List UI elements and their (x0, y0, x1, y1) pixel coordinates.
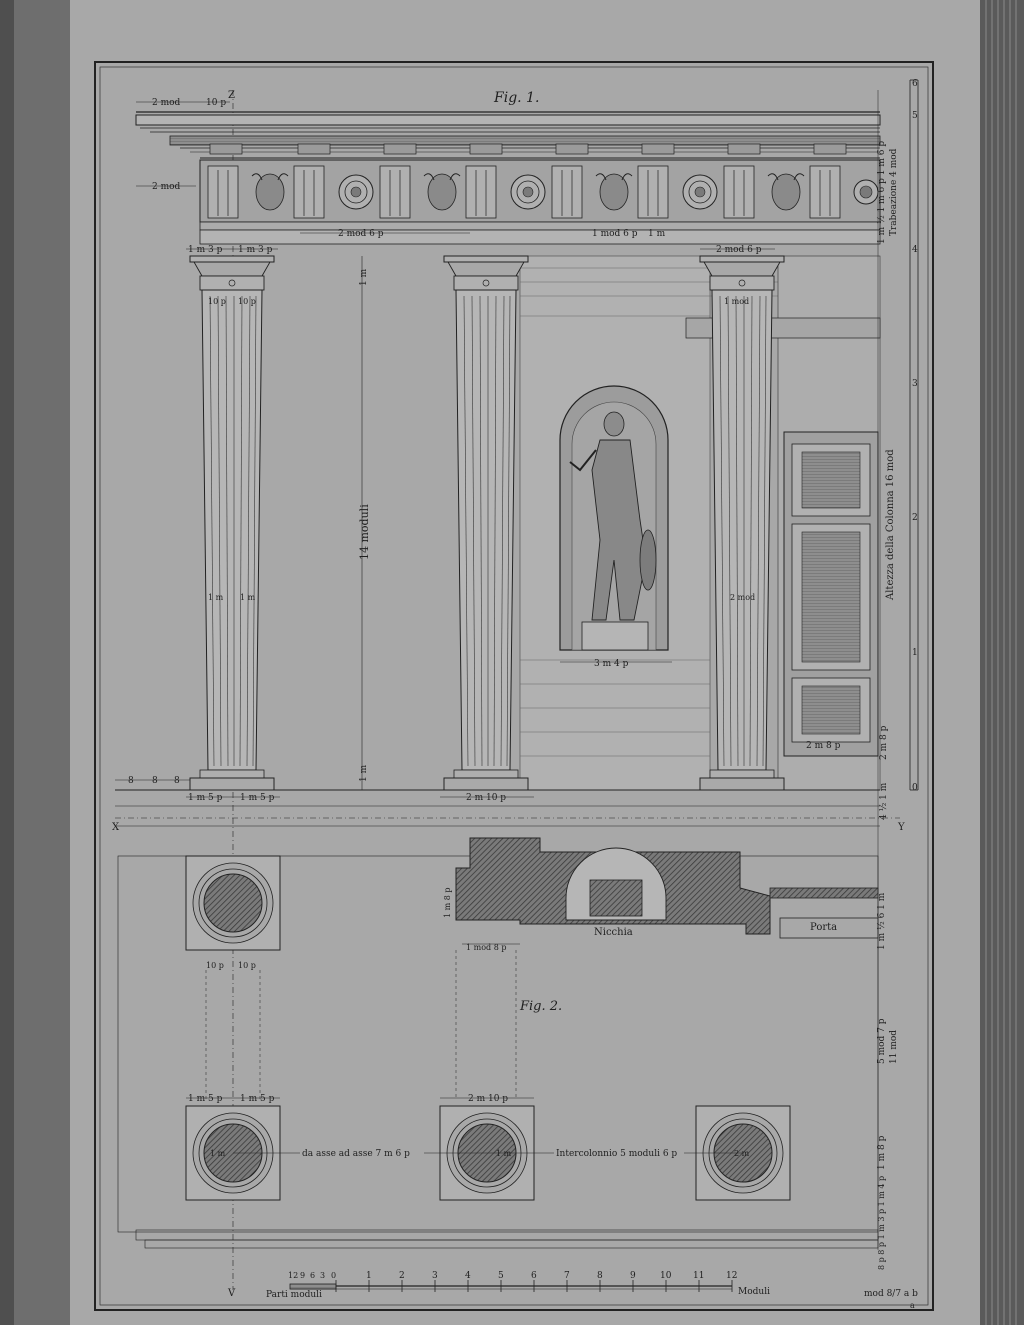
metope-patera-2 (511, 175, 545, 209)
plan-niche-pedestal (590, 880, 642, 916)
axis-z-label: Z (228, 90, 235, 101)
door-panel-top-inset (802, 452, 860, 508)
edge-scale-4: 4 (912, 245, 918, 255)
dim-frieze-2mod6p: 2 mod 6 p (338, 229, 384, 239)
edge-scale-0: 0 (912, 783, 918, 793)
fig2-title: Fig. 2. (520, 999, 563, 1014)
right-2m8p: 2 m 8 p (879, 725, 889, 760)
edge-scale-2: 2 (912, 513, 918, 523)
dim-frieze-1mod6p: 1 mod 6 p (592, 229, 638, 239)
dim-plinth-8-b: 8 (152, 776, 158, 786)
corner-a: a (910, 1301, 915, 1310)
edge-scale-6: 6 (912, 79, 918, 89)
right-1m6: 1 m ½ 6 1 m (877, 892, 887, 950)
dim-right-col-2mod: 2 mod (730, 593, 756, 602)
dim-capital-right-2mod6p: 2 mod 6 p (716, 245, 762, 255)
scale-mod-9: 9 (630, 1271, 636, 1281)
scale-parti-6: 6 (310, 1271, 316, 1280)
dim-shaft-10p-a: 10 p (208, 297, 226, 306)
dim-door-2m8p: 2 m 8 p (806, 741, 841, 751)
axis-v-label: V (228, 1288, 236, 1299)
right-11mod: 11 mod (889, 1029, 899, 1064)
right-trab-detail: 1 m ½ 1 m 6 p 1 m 6 p (877, 140, 887, 244)
dim-wall-1m8p: 1 m 8 p (443, 887, 452, 918)
dim-wall-1mod8p: 1 mod 8 p (466, 943, 507, 952)
scale-parti-0: 0 (331, 1271, 337, 1280)
fig1-title: Fig. 1. (494, 90, 540, 106)
statue-pedestal (582, 622, 648, 650)
scale-parti-9: 9 (300, 1271, 306, 1280)
dim-frieze-1m: 1 m (648, 229, 666, 239)
corner-note: mod 8/7 a b (864, 1289, 918, 1299)
right-1m8p: 1 m 8 p (877, 1135, 887, 1170)
scale-mod-7: 7 (564, 1271, 570, 1281)
page-edges-right (980, 0, 1024, 1325)
dim-col-10p-a: 10 p (206, 961, 224, 970)
scale-parti-label: Parti moduli (266, 1290, 322, 1300)
door-panel-middle-inset (802, 532, 860, 662)
dim-base-1m5p-a: 1 m 5 p (188, 793, 223, 803)
axis-x-label: X (112, 822, 120, 833)
label-porta: Porta (810, 922, 838, 933)
dim-vertical-1m-bottom: 1 m (359, 764, 369, 782)
metope-patera-3 (683, 175, 717, 209)
scale-mod-5: 5 (498, 1271, 504, 1281)
dim-vertical-1m-top: 1 m (359, 268, 369, 286)
dim-shaft-1m-b: 1 m (240, 593, 256, 602)
scale-mod-11: 11 (693, 1271, 705, 1281)
dim-plan-col-1m5p-b: 1 m 5 p (240, 1094, 275, 1104)
dim-plan-col-1m-a: 1 m (210, 1149, 226, 1158)
dim-col-10p-b: 10 p (238, 961, 256, 970)
dim-cornice-2mod: 2 mod (152, 182, 181, 192)
axis-y-label: Y (898, 822, 905, 833)
scale-mod-2: 2 (399, 1271, 405, 1281)
scale-mod-6: 6 (531, 1271, 537, 1281)
dim-base-1m5p-b: 1 m 5 p (240, 793, 275, 803)
metope-patera-1 (339, 175, 373, 209)
scale-parti-3: 3 (320, 1271, 326, 1280)
dim-plinth-8-a: 8 (128, 776, 134, 786)
dim-capital-1m3p-a: 1 m 3 p (188, 245, 223, 255)
edge-scale-5: 5 (912, 111, 918, 121)
plan-door-jamb (770, 888, 878, 898)
dim-shaft-10p-b: 10 p (238, 297, 256, 306)
dim-base-2m10p: 2 m 10 p (466, 793, 507, 803)
door-panel-bottom-inset (802, 686, 860, 734)
right-5mod7p: 5 mod 7 p (877, 1018, 887, 1064)
scale-mod-4: 4 (465, 1271, 471, 1281)
dim-plinth-8-c: 8 (174, 776, 180, 786)
dim-plan-col-2m10p: 2 m 10 p (468, 1094, 509, 1104)
scale-mod-8: 8 (597, 1271, 603, 1281)
dim-plan-col-2m: 2 m (734, 1149, 750, 1158)
scale-mod-12: 12 (726, 1271, 738, 1281)
dim-shaft-1mod: 1 mod (724, 297, 750, 306)
architrave-fascia-top (200, 222, 880, 230)
dim-vertical-14moduli: 14 moduli (358, 504, 371, 560)
scale-mod-10: 10 (660, 1271, 672, 1281)
scale-mod-1: 1 (366, 1271, 372, 1281)
dim-top-10p: 10 p (206, 98, 227, 108)
label-nicchia: Nicchia (594, 927, 633, 938)
architrave-fascia-bottom (200, 230, 880, 244)
dim-top-2mod: 2 mod (152, 98, 181, 108)
scale-parti-12: 12 (288, 1271, 299, 1280)
dim-plan-col-1m-b: 1 m (496, 1149, 512, 1158)
dim-capital-1m3p-b: 1 m 3 p (238, 245, 273, 255)
right-trabeazione: Trabeazione 4 mod (889, 148, 899, 236)
metope-patera-4 (854, 180, 878, 204)
binding-shadow (0, 0, 14, 1325)
right-altezza: Altezza della Colonna 16 mod (885, 449, 896, 600)
scale-mod-3: 3 (432, 1271, 438, 1281)
label-asse: da asse ad asse 7 m 6 p (302, 1149, 410, 1159)
right-4-1m: 4 ½ 1 m (879, 782, 889, 820)
edge-scale-3: 3 (912, 379, 918, 389)
label-intercolonnio: Intercolonnio 5 moduli 6 p (556, 1149, 678, 1159)
right-bottom-dims: 8 p 8 p 1 m 3 p 1 m 4 p (877, 1175, 886, 1270)
edge-scale-1: 1 (912, 648, 918, 658)
plan-column-top-left (186, 856, 280, 950)
dim-plan-col-1m5p-a: 1 m 5 p (188, 1094, 223, 1104)
dim-niche-3m4p: 3 m 4 p (594, 659, 629, 669)
dim-shaft-1m-a: 1 m (208, 593, 224, 602)
scale-moduli-label: Moduli (738, 1287, 770, 1297)
